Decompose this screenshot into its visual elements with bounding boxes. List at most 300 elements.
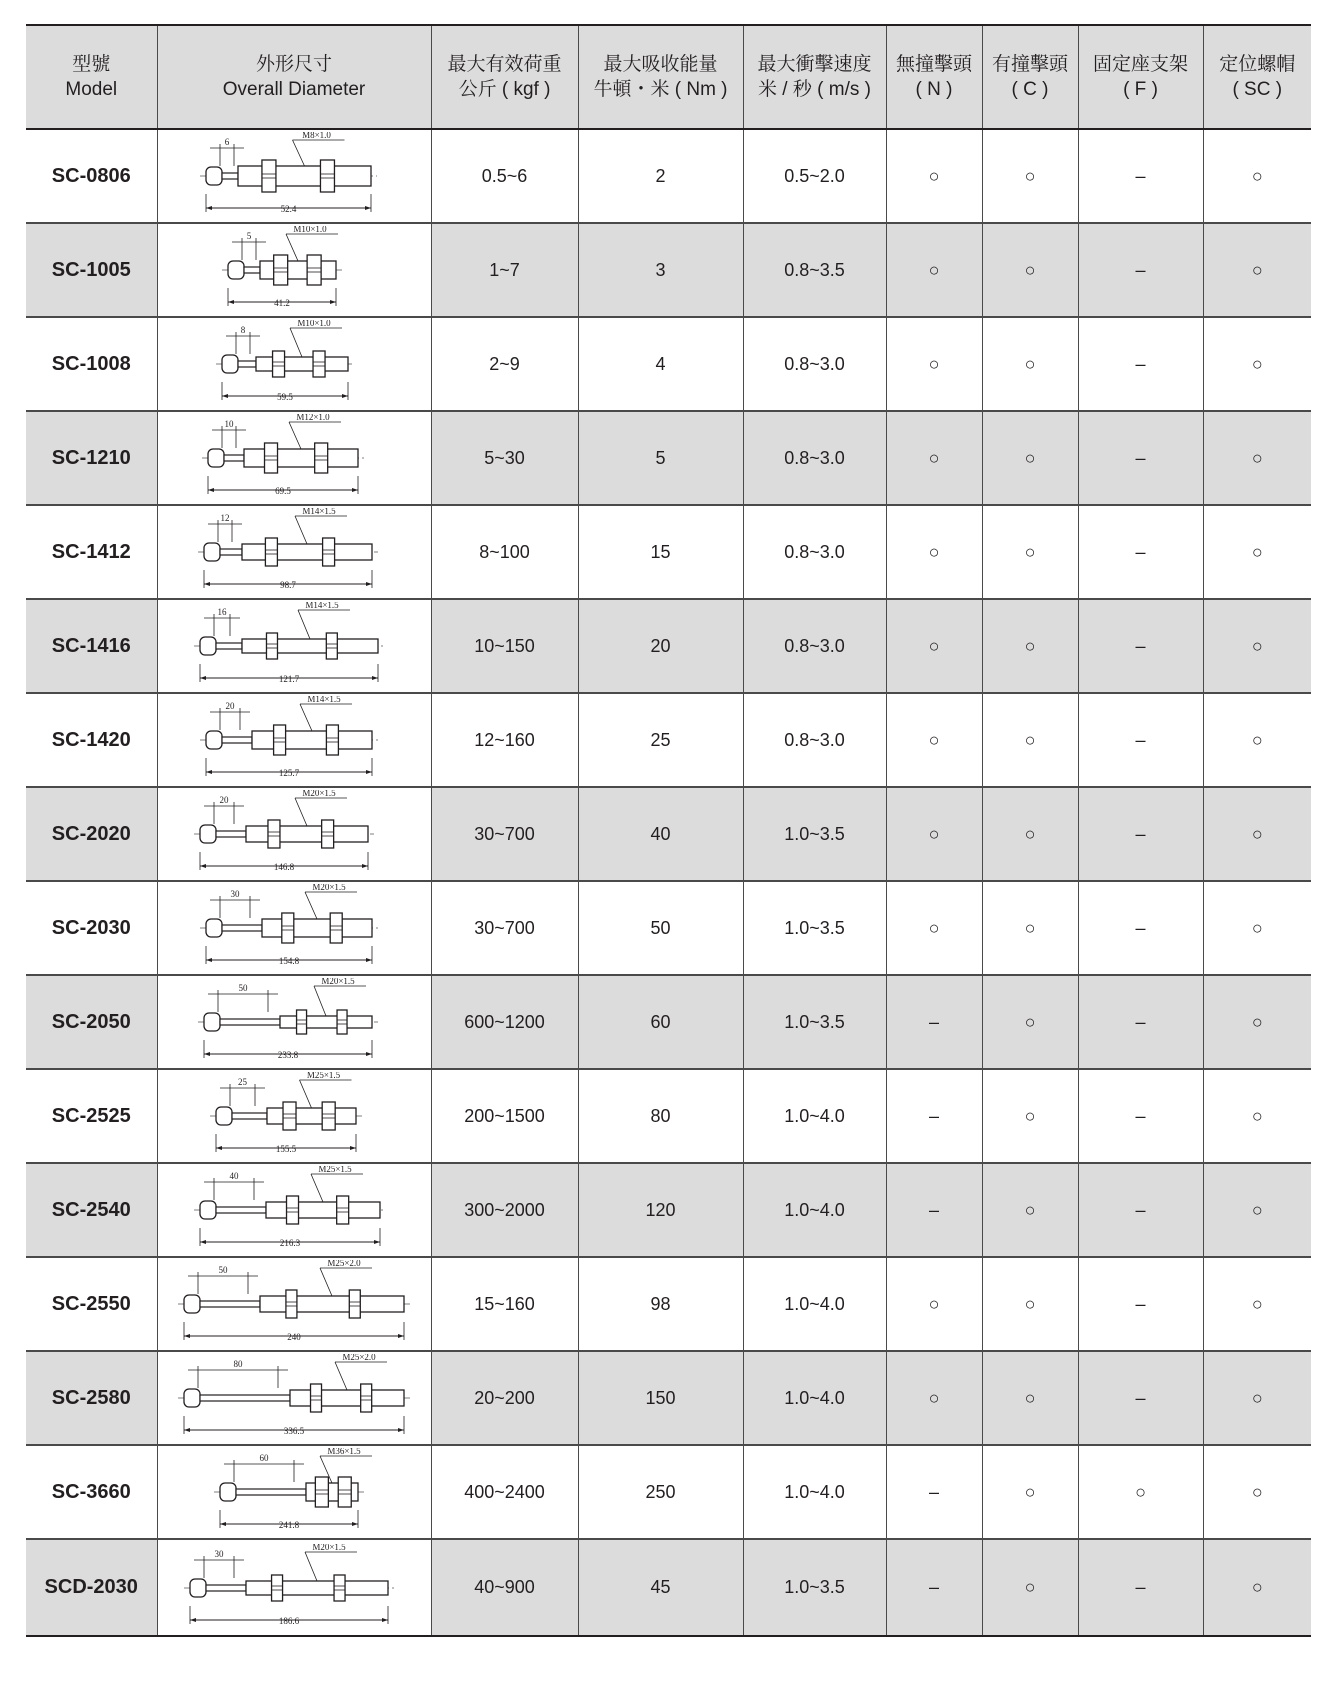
diagram-cell — [157, 505, 431, 599]
header-load-zh: 最大有效荷重 — [447, 54, 562, 75]
with-stopper-cell: ○ — [982, 223, 1078, 317]
table-row — [26, 505, 1311, 599]
header-dia-en: Overall Diameter — [222, 79, 366, 100]
header-f-zh: 固定座支架 — [1092, 54, 1188, 75]
length-label: 216.3 — [279, 1238, 301, 1248]
stroke-label: 80 — [233, 1359, 243, 1369]
energy-cell: 4 — [578, 317, 743, 411]
energy-cell: 3 — [578, 223, 743, 317]
stopper-cap — [208, 449, 224, 467]
piston-rod — [200, 1395, 290, 1401]
length-label: 336.5 — [283, 1426, 305, 1436]
model-cell: SC-2540 — [26, 1163, 157, 1257]
thread-label: M10×1.0 — [297, 320, 331, 328]
lock-nut — [337, 1196, 349, 1224]
header-sc-zh: 定位螺帽 — [1219, 54, 1296, 75]
bracket-cell: – — [1078, 223, 1203, 317]
lock-nut — [307, 255, 321, 285]
load-cell: 1~7 — [431, 223, 578, 317]
no-stopper-cell: ○ — [886, 317, 982, 411]
with-stopper-cell: ○ — [982, 599, 1078, 693]
lock-nut — [326, 633, 337, 659]
header-sc-code: ( SC ) — [1232, 79, 1283, 100]
stop-nut-cell: ○ — [1203, 1351, 1311, 1445]
energy-cell: 15 — [578, 505, 743, 599]
lock-nut — [311, 1384, 322, 1412]
stroke-label: 16 — [217, 607, 227, 617]
bracket-cell: – — [1078, 1539, 1203, 1636]
thread-label: M20×1.5 — [312, 1543, 346, 1552]
with-stopper-cell: ○ — [982, 787, 1078, 881]
table-row — [26, 129, 1311, 223]
body-cylinder — [260, 1296, 404, 1312]
bracket-cell: – — [1078, 881, 1203, 975]
model-cell: SCD-2030 — [26, 1539, 157, 1636]
bracket-cell: – — [1078, 693, 1203, 787]
length-label: 121.7 — [278, 674, 300, 684]
piston-rod — [222, 925, 262, 931]
body-cylinder — [280, 1016, 372, 1028]
shock-absorber-diagram — [166, 226, 422, 314]
lock-nut — [287, 1196, 299, 1224]
length-label: 186.6 — [278, 1615, 300, 1626]
body-cylinder — [262, 919, 372, 937]
with-stopper-cell: ○ — [982, 1257, 1078, 1351]
lock-nut — [265, 443, 278, 473]
speed-cell: 0.8~3.0 — [743, 599, 886, 693]
stroke-label: 5 — [246, 231, 252, 241]
bracket-cell: ○ — [1078, 1445, 1203, 1539]
lock-nut — [322, 1102, 335, 1130]
stopper-cap — [200, 825, 216, 843]
shock-absorber-diagram — [166, 884, 422, 972]
stopper-cap — [222, 355, 238, 373]
diagram-cell — [157, 1069, 431, 1163]
model-cell: SC-3660 — [26, 1445, 157, 1539]
diagram-cell — [157, 1257, 431, 1351]
table-row — [26, 881, 1311, 975]
energy-cell: 20 — [578, 599, 743, 693]
with-stopper-cell: ○ — [982, 881, 1078, 975]
table-row — [26, 223, 1311, 317]
body-cylinder — [266, 1202, 380, 1218]
piston-rod — [206, 1585, 246, 1591]
with-stopper-cell: ○ — [982, 411, 1078, 505]
load-cell: 10~150 — [431, 599, 578, 693]
piston-rod — [220, 549, 242, 555]
body-cylinder — [256, 357, 348, 371]
lock-nut — [268, 820, 280, 848]
no-stopper-cell: ○ — [886, 1351, 982, 1445]
length-label: 233.8 — [277, 1050, 299, 1060]
energy-cell: 5 — [578, 411, 743, 505]
speed-cell: 1.0~3.5 — [743, 881, 886, 975]
no-stopper-cell: ○ — [886, 223, 982, 317]
header-max-load — [431, 25, 578, 129]
no-stopper-cell: – — [886, 975, 982, 1069]
stop-nut-cell: ○ — [1203, 317, 1311, 411]
header-n-code: ( N ) — [915, 79, 953, 100]
speed-cell: 1.0~3.5 — [743, 975, 886, 1069]
table-row — [26, 1445, 1311, 1539]
energy-cell: 150 — [578, 1351, 743, 1445]
model-cell: SC-2580 — [26, 1351, 157, 1445]
stopper-cap — [206, 919, 222, 937]
no-stopper-cell: ○ — [886, 1257, 982, 1351]
piston-rod — [232, 1113, 267, 1119]
length-label: 98.7 — [280, 580, 296, 590]
thread-label: M25×2.0 — [342, 1354, 376, 1362]
no-stopper-cell: – — [886, 1163, 982, 1257]
lock-nut — [297, 1010, 307, 1034]
table-row — [26, 599, 1311, 693]
stopper-cap — [206, 167, 222, 185]
model-cell: SC-2020 — [26, 787, 157, 881]
stopper-cap — [204, 1013, 220, 1031]
thread-label: M14×1.5 — [302, 508, 336, 516]
energy-cell: 98 — [578, 1257, 743, 1351]
speed-cell: 1.0~4.0 — [743, 1069, 886, 1163]
lock-nut — [272, 1575, 283, 1601]
stroke-label: 60 — [259, 1453, 269, 1463]
body-cylinder — [238, 166, 371, 186]
stroke-label: 30 — [214, 1548, 224, 1559]
length-label: 69.5 — [275, 486, 291, 496]
thread-label: M10×1.0 — [293, 226, 327, 234]
model-cell: SC-2550 — [26, 1257, 157, 1351]
body-cylinder — [260, 261, 336, 279]
load-cell: 12~160 — [431, 693, 578, 787]
lock-nut — [315, 443, 328, 473]
length-label: 155.5 — [275, 1144, 297, 1154]
speed-cell: 1.0~4.0 — [743, 1351, 886, 1445]
load-cell: 2~9 — [431, 317, 578, 411]
speed-cell: 0.8~3.0 — [743, 505, 886, 599]
lock-nut — [262, 160, 276, 192]
length-label: 146.8 — [273, 862, 295, 872]
with-stopper-cell: ○ — [982, 1163, 1078, 1257]
body-cylinder — [267, 1108, 356, 1124]
energy-cell: 60 — [578, 975, 743, 1069]
piston-rod — [216, 643, 242, 649]
stop-nut-cell: ○ — [1203, 787, 1311, 881]
model-cell: SC-2525 — [26, 1069, 157, 1163]
stop-nut-cell: ○ — [1203, 881, 1311, 975]
bracket-cell: – — [1078, 1351, 1203, 1445]
stop-nut-cell: ○ — [1203, 505, 1311, 599]
model-cell: SC-1005 — [26, 223, 157, 317]
stop-nut-cell: ○ — [1203, 1539, 1311, 1636]
no-stopper-cell: ○ — [886, 505, 982, 599]
load-cell: 40~900 — [431, 1539, 578, 1636]
speed-cell: 1.0~4.0 — [743, 1257, 886, 1351]
piston-rod — [224, 455, 244, 461]
thread-label: M36×1.5 — [327, 1448, 361, 1456]
stop-nut-cell: ○ — [1203, 599, 1311, 693]
header-load-unit: 公斤 ( kgf ) — [458, 79, 551, 100]
length-label: 52.4 — [280, 204, 297, 214]
energy-cell: 25 — [578, 693, 743, 787]
piston-rod — [236, 1489, 306, 1495]
speed-cell: 1.0~3.5 — [743, 787, 886, 881]
bracket-cell: – — [1078, 1257, 1203, 1351]
stopper-cap — [184, 1295, 200, 1313]
stopper-cap — [204, 543, 220, 561]
diagram-cell — [157, 411, 431, 505]
lock-nut — [265, 538, 277, 566]
table-row — [26, 1539, 1311, 1636]
table-row — [26, 1163, 1311, 1257]
table-row — [26, 1351, 1311, 1445]
stroke-label: 20 — [219, 795, 229, 805]
energy-cell: 80 — [578, 1069, 743, 1163]
stop-nut-cell: ○ — [1203, 693, 1311, 787]
diagram-cell — [157, 1539, 431, 1636]
piston-rod — [220, 1019, 280, 1025]
stroke-label: 20 — [225, 701, 235, 711]
model-cell: SC-1008 — [26, 317, 157, 411]
stop-nut-cell: ○ — [1203, 129, 1311, 223]
with-stopper-cell: ○ — [982, 1069, 1078, 1163]
header-speed-zh: 最大衝擊速度 — [757, 54, 872, 75]
load-cell: 200~1500 — [431, 1069, 578, 1163]
stroke-label: 12 — [220, 513, 230, 523]
speed-cell: 0.8~3.5 — [743, 223, 886, 317]
shock-absorber-diagram — [166, 696, 422, 784]
energy-cell: 50 — [578, 881, 743, 975]
stroke-label: 8 — [240, 325, 246, 335]
energy-cell: 250 — [578, 1445, 743, 1539]
load-cell: 30~700 — [431, 881, 578, 975]
diagram-cell — [157, 693, 431, 787]
spec-table — [26, 24, 1311, 1637]
speed-cell: 0.5~2.0 — [743, 129, 886, 223]
speed-cell: 0.8~3.0 — [743, 411, 886, 505]
stop-nut-cell: ○ — [1203, 411, 1311, 505]
stopper-cap — [184, 1389, 200, 1407]
length-label: 59.5 — [277, 392, 293, 402]
lock-nut — [323, 538, 335, 566]
model-cell: SC-1412 — [26, 505, 157, 599]
lock-nut — [320, 160, 334, 192]
body-cylinder — [290, 1390, 404, 1406]
header-model-zh: 型號 — [72, 54, 111, 75]
length-label: 154.8 — [278, 956, 300, 966]
lock-nut — [286, 1290, 297, 1318]
stop-nut-cell: ○ — [1203, 1257, 1311, 1351]
stroke-label: 10 — [224, 419, 234, 429]
piston-rod — [222, 737, 252, 743]
bracket-cell: – — [1078, 1163, 1203, 1257]
header-max-energy — [578, 25, 743, 129]
header-mounting-bracket — [1078, 25, 1203, 129]
stop-nut-cell: ○ — [1203, 1163, 1311, 1257]
shock-absorber-diagram — [166, 132, 422, 220]
bracket-cell: – — [1078, 129, 1203, 223]
body-cylinder — [246, 1581, 388, 1595]
stroke-label: 6 — [224, 137, 230, 147]
piston-rod — [216, 831, 246, 837]
header-max-speed — [743, 25, 886, 129]
header-no-stopper — [886, 25, 982, 129]
thread-label: M25×1.5 — [318, 1166, 352, 1174]
no-stopper-cell: – — [886, 1069, 982, 1163]
lock-nut — [338, 1477, 351, 1507]
load-cell: 400~2400 — [431, 1445, 578, 1539]
thread-label: M8×1.0 — [302, 132, 331, 140]
header-f-code: ( F ) — [1123, 79, 1158, 100]
model-cell: SC-2050 — [26, 975, 157, 1069]
lock-nut — [326, 725, 338, 755]
shock-absorber-diagram — [166, 978, 422, 1066]
model-cell: SC-1416 — [26, 599, 157, 693]
energy-cell: 120 — [578, 1163, 743, 1257]
no-stopper-cell: ○ — [886, 787, 982, 881]
header-model — [26, 25, 157, 129]
stopper-cap — [216, 1107, 232, 1125]
lock-nut — [274, 725, 286, 755]
diagram-cell — [157, 1163, 431, 1257]
shock-absorber-diagram — [166, 1448, 422, 1536]
lock-nut — [334, 1575, 345, 1601]
shock-absorber-diagram — [166, 1544, 422, 1632]
lock-nut — [273, 351, 285, 377]
table-row — [26, 317, 1311, 411]
body-cylinder — [244, 449, 358, 467]
thread-label: M14×1.5 — [305, 602, 339, 610]
model-cell: SC-2030 — [26, 881, 157, 975]
with-stopper-cell: ○ — [982, 1539, 1078, 1636]
thread-label: M12×1.0 — [296, 414, 330, 422]
lock-nut — [313, 351, 325, 377]
load-cell: 300~2000 — [431, 1163, 578, 1257]
bracket-cell: – — [1078, 411, 1203, 505]
header-c-zh: 有撞擊頭 — [991, 54, 1068, 75]
header-with-stopper — [982, 25, 1078, 129]
no-stopper-cell: ○ — [886, 599, 982, 693]
speed-cell: 0.8~3.0 — [743, 317, 886, 411]
model-cell: SC-0806 — [26, 129, 157, 223]
piston-rod — [200, 1301, 260, 1307]
no-stopper-cell: ○ — [886, 129, 982, 223]
stopper-cap — [200, 1201, 216, 1219]
length-label: 41.2 — [274, 298, 290, 308]
thread-label: M14×1.5 — [307, 696, 341, 704]
thread-label: M25×2.0 — [327, 1260, 361, 1268]
lock-nut — [349, 1290, 360, 1318]
piston-rod — [222, 173, 238, 179]
with-stopper-cell: ○ — [982, 505, 1078, 599]
shock-absorber-diagram — [166, 320, 422, 408]
thread-label: M20×1.5 — [321, 978, 355, 986]
bracket-cell: – — [1078, 1069, 1203, 1163]
diagram-cell — [157, 975, 431, 1069]
diagram-cell — [157, 1445, 431, 1539]
bracket-cell: – — [1078, 505, 1203, 599]
load-cell: 8~100 — [431, 505, 578, 599]
stopper-cap — [228, 261, 244, 279]
stroke-label: 30 — [230, 889, 240, 899]
header-dia-zh: 外形尺寸 — [255, 54, 332, 75]
no-stopper-cell: ○ — [886, 881, 982, 975]
stop-nut-cell: ○ — [1203, 1445, 1311, 1539]
speed-cell: 1.0~4.0 — [743, 1163, 886, 1257]
shock-absorber-diagram — [166, 414, 422, 502]
model-cell: SC-1420 — [26, 693, 157, 787]
shock-absorber-diagram — [166, 1072, 422, 1160]
energy-cell: 2 — [578, 129, 743, 223]
with-stopper-cell: ○ — [982, 129, 1078, 223]
piston-rod — [244, 267, 260, 273]
shock-absorber-diagram — [166, 602, 422, 690]
header-row — [26, 25, 1311, 129]
stopper-cap — [206, 731, 222, 749]
with-stopper-cell: ○ — [982, 1351, 1078, 1445]
bracket-cell: – — [1078, 599, 1203, 693]
shock-absorber-diagram — [166, 1166, 422, 1254]
lock-nut — [322, 820, 334, 848]
bracket-cell: – — [1078, 787, 1203, 881]
bracket-cell: – — [1078, 317, 1203, 411]
shock-absorber-diagram — [166, 790, 422, 878]
no-stopper-cell: ○ — [886, 411, 982, 505]
body-cylinder — [246, 826, 368, 842]
energy-cell: 45 — [578, 1539, 743, 1636]
with-stopper-cell: ○ — [982, 975, 1078, 1069]
stroke-label: 25 — [238, 1077, 247, 1087]
piston-rod — [238, 361, 256, 367]
stopper-cap — [200, 637, 216, 655]
stroke-label: 50 — [238, 983, 248, 993]
diagram-cell — [157, 599, 431, 693]
length-label: 241.8 — [278, 1520, 300, 1530]
load-cell: 5~30 — [431, 411, 578, 505]
with-stopper-cell: ○ — [982, 317, 1078, 411]
thread-label: M20×1.5 — [302, 790, 336, 798]
length-label: 240 — [287, 1332, 301, 1342]
no-stopper-cell: – — [886, 1539, 982, 1636]
lock-nut — [337, 1010, 347, 1034]
with-stopper-cell: ○ — [982, 693, 1078, 787]
lock-nut — [274, 255, 288, 285]
table-row — [26, 787, 1311, 881]
no-stopper-cell: – — [886, 1445, 982, 1539]
load-cell: 20~200 — [431, 1351, 578, 1445]
diagram-cell — [157, 223, 431, 317]
header-overall-diameter — [157, 25, 431, 129]
stop-nut-cell: ○ — [1203, 223, 1311, 317]
diagram-cell — [157, 129, 431, 223]
header-c-code: ( C ) — [1011, 79, 1049, 100]
thread-label: M20×1.5 — [312, 884, 346, 892]
energy-cell: 40 — [578, 787, 743, 881]
header-energy-zh: 最大吸收能量 — [603, 54, 718, 75]
speed-cell: 0.8~3.0 — [743, 693, 886, 787]
table-row — [26, 693, 1311, 787]
piston-rod — [216, 1207, 266, 1213]
table-row — [26, 1257, 1311, 1351]
stopper-cap — [220, 1483, 236, 1501]
lock-nut — [266, 633, 277, 659]
lock-nut — [283, 1102, 296, 1130]
speed-cell: 1.0~3.5 — [743, 1539, 886, 1636]
lock-nut — [282, 913, 294, 943]
length-label: 125.7 — [278, 768, 300, 778]
shock-absorber-diagram — [166, 1354, 422, 1442]
no-stopper-cell: ○ — [886, 693, 982, 787]
bracket-cell: – — [1078, 975, 1203, 1069]
header-model-en: Model — [65, 79, 118, 100]
